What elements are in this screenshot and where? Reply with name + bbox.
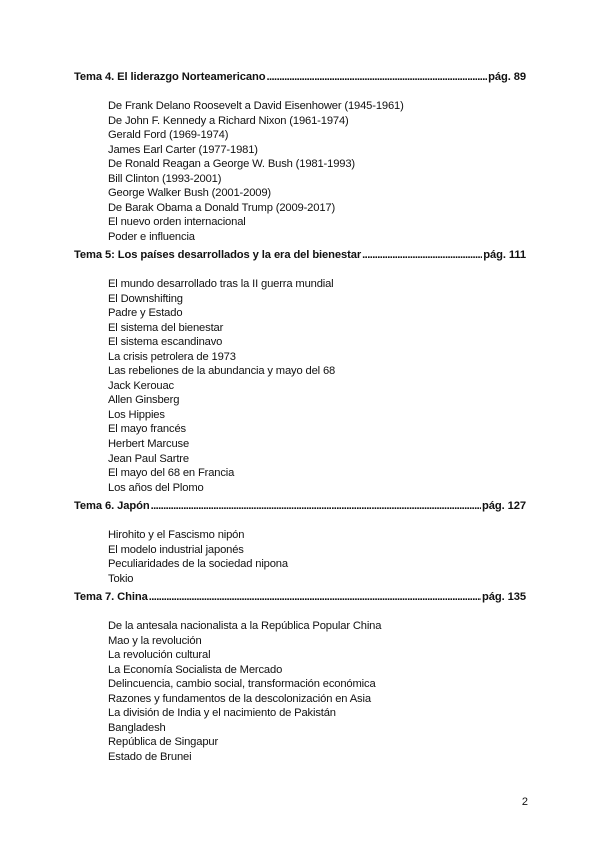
toc-subitem[interactable]: Herbert Marcuse [108,438,190,451]
toc-subitem[interactable]: Los años del Plomo [108,481,204,494]
toc-subitem[interactable]: Tokio [108,572,134,585]
toc-subitems [108,277,526,495]
toc-subitem[interactable]: La crisis petrolera de 1973 [108,350,236,363]
toc-subitem[interactable]: Estado de Brunei [108,750,192,763]
toc-section-tema-4 [74,71,526,244]
toc-subitem[interactable]: Los Hippies [108,408,165,421]
toc-subitem[interactable]: Mao y la revolución [108,634,202,647]
toc-heading-title: Tema 5: Los países desarrollados y la era del bienestar [74,249,362,261]
toc-subitem[interactable]: Peculiaridades de la sociedad nipona [108,558,288,571]
toc-subitem[interactable]: Allen Ginsberg [108,394,180,407]
toc-subitem[interactable]: Las rebeliones de la abundancia y mayo del 68 [108,365,336,378]
toc-heading-title: Tema 6. Japón [74,500,150,512]
toc-subitem[interactable]: George Walker Bush (2001-2009) [108,187,271,200]
toc-subitem[interactable]: Razones y fundamentos de la descolonización en Asia [108,692,371,705]
toc-subitem[interactable]: El sistema escandinavo [108,336,223,349]
toc-subitem[interactable]: República de Singapur [108,736,219,749]
toc-subitem[interactable]: Jack Kerouac [108,379,174,392]
toc-subitem[interactable]: De la antesala nacionalista a la República Popular China [108,620,382,632]
toc-subitems [108,99,526,244]
toc-subitem[interactable]: Hirohito y el Fascismo nipón [108,529,245,541]
toc-subitem[interactable]: El Downshifting [108,292,183,305]
toc-heading-title: Tema 7. China [74,591,148,603]
dot-leader [149,591,481,603]
toc-heading[interactable] [74,500,526,518]
toc-page-number: pág. 135 [482,591,526,603]
toc-heading[interactable] [74,591,526,609]
toc-subitem[interactable]: James Earl Carter (1977-1981) [108,143,258,156]
toc-subitem[interactable]: La división de India y el nacimiento de Pakistán [108,707,336,720]
toc-section-tema-6 [74,500,526,586]
dot-leader [362,249,482,261]
toc-subitem[interactable]: La revolución cultural [108,649,211,662]
toc-page-number: pág. 89 [488,71,526,83]
toc-subitem[interactable]: Padre y Estado [108,307,183,320]
toc-subitem[interactable]: Bill Clinton (1993-2001) [108,172,222,185]
toc-page-number: pág. 111 [483,249,526,261]
toc-heading-title: Tema 4. El liderazgo Norteamericano [74,71,266,83]
toc-subitem[interactable]: De John F. Kennedy a Richard Nixon (1961-1974) [108,114,349,127]
toc-subitems [108,619,526,764]
toc-subitem[interactable]: De Barak Obama a Donald Trump (2009-2017) [108,201,336,214]
toc-page-number: pág. 127 [482,500,526,512]
toc-section-tema-7 [74,591,526,764]
toc-subitem[interactable]: De Frank Delano Roosevelt a David Eisenhower (1945-1961) [108,100,404,112]
toc-subitem[interactable]: Bangladesh [108,721,166,734]
toc-heading[interactable] [74,249,526,267]
toc-subitem[interactable]: De Ronald Reagan a George W. Bush (1981-1993) [108,158,355,171]
toc-subitem[interactable]: El modelo industrial japonés [108,543,244,556]
toc-heading[interactable] [74,71,526,89]
toc-subitem[interactable]: El mayo francés [108,423,186,436]
toc-subitem[interactable]: El mundo desarrollado tras la II guerra mundial [108,278,334,290]
toc-subitem[interactable]: Gerald Ford (1969-1974) [108,129,229,142]
toc-subitem[interactable]: El nuevo orden internacional [108,216,246,229]
toc-subitem[interactable]: El mayo del 68 en Francia [108,467,235,480]
dot-leader [151,500,481,512]
toc-subitem[interactable]: Poder e influencia [108,230,195,243]
toc-subitem[interactable]: La Economía Socialista de Mercado [108,663,283,676]
toc-section-tema-5 [74,249,526,495]
dot-leader [267,71,488,83]
toc-subitem[interactable]: El sistema del bienestar [108,321,224,334]
toc-subitem[interactable]: Delincuencia, cambio social, transformación económica [108,678,376,691]
toc-subitem[interactable]: Jean Paul Sartre [108,452,189,465]
page-number: 2 [521,796,528,808]
toc-subitems [108,528,526,586]
